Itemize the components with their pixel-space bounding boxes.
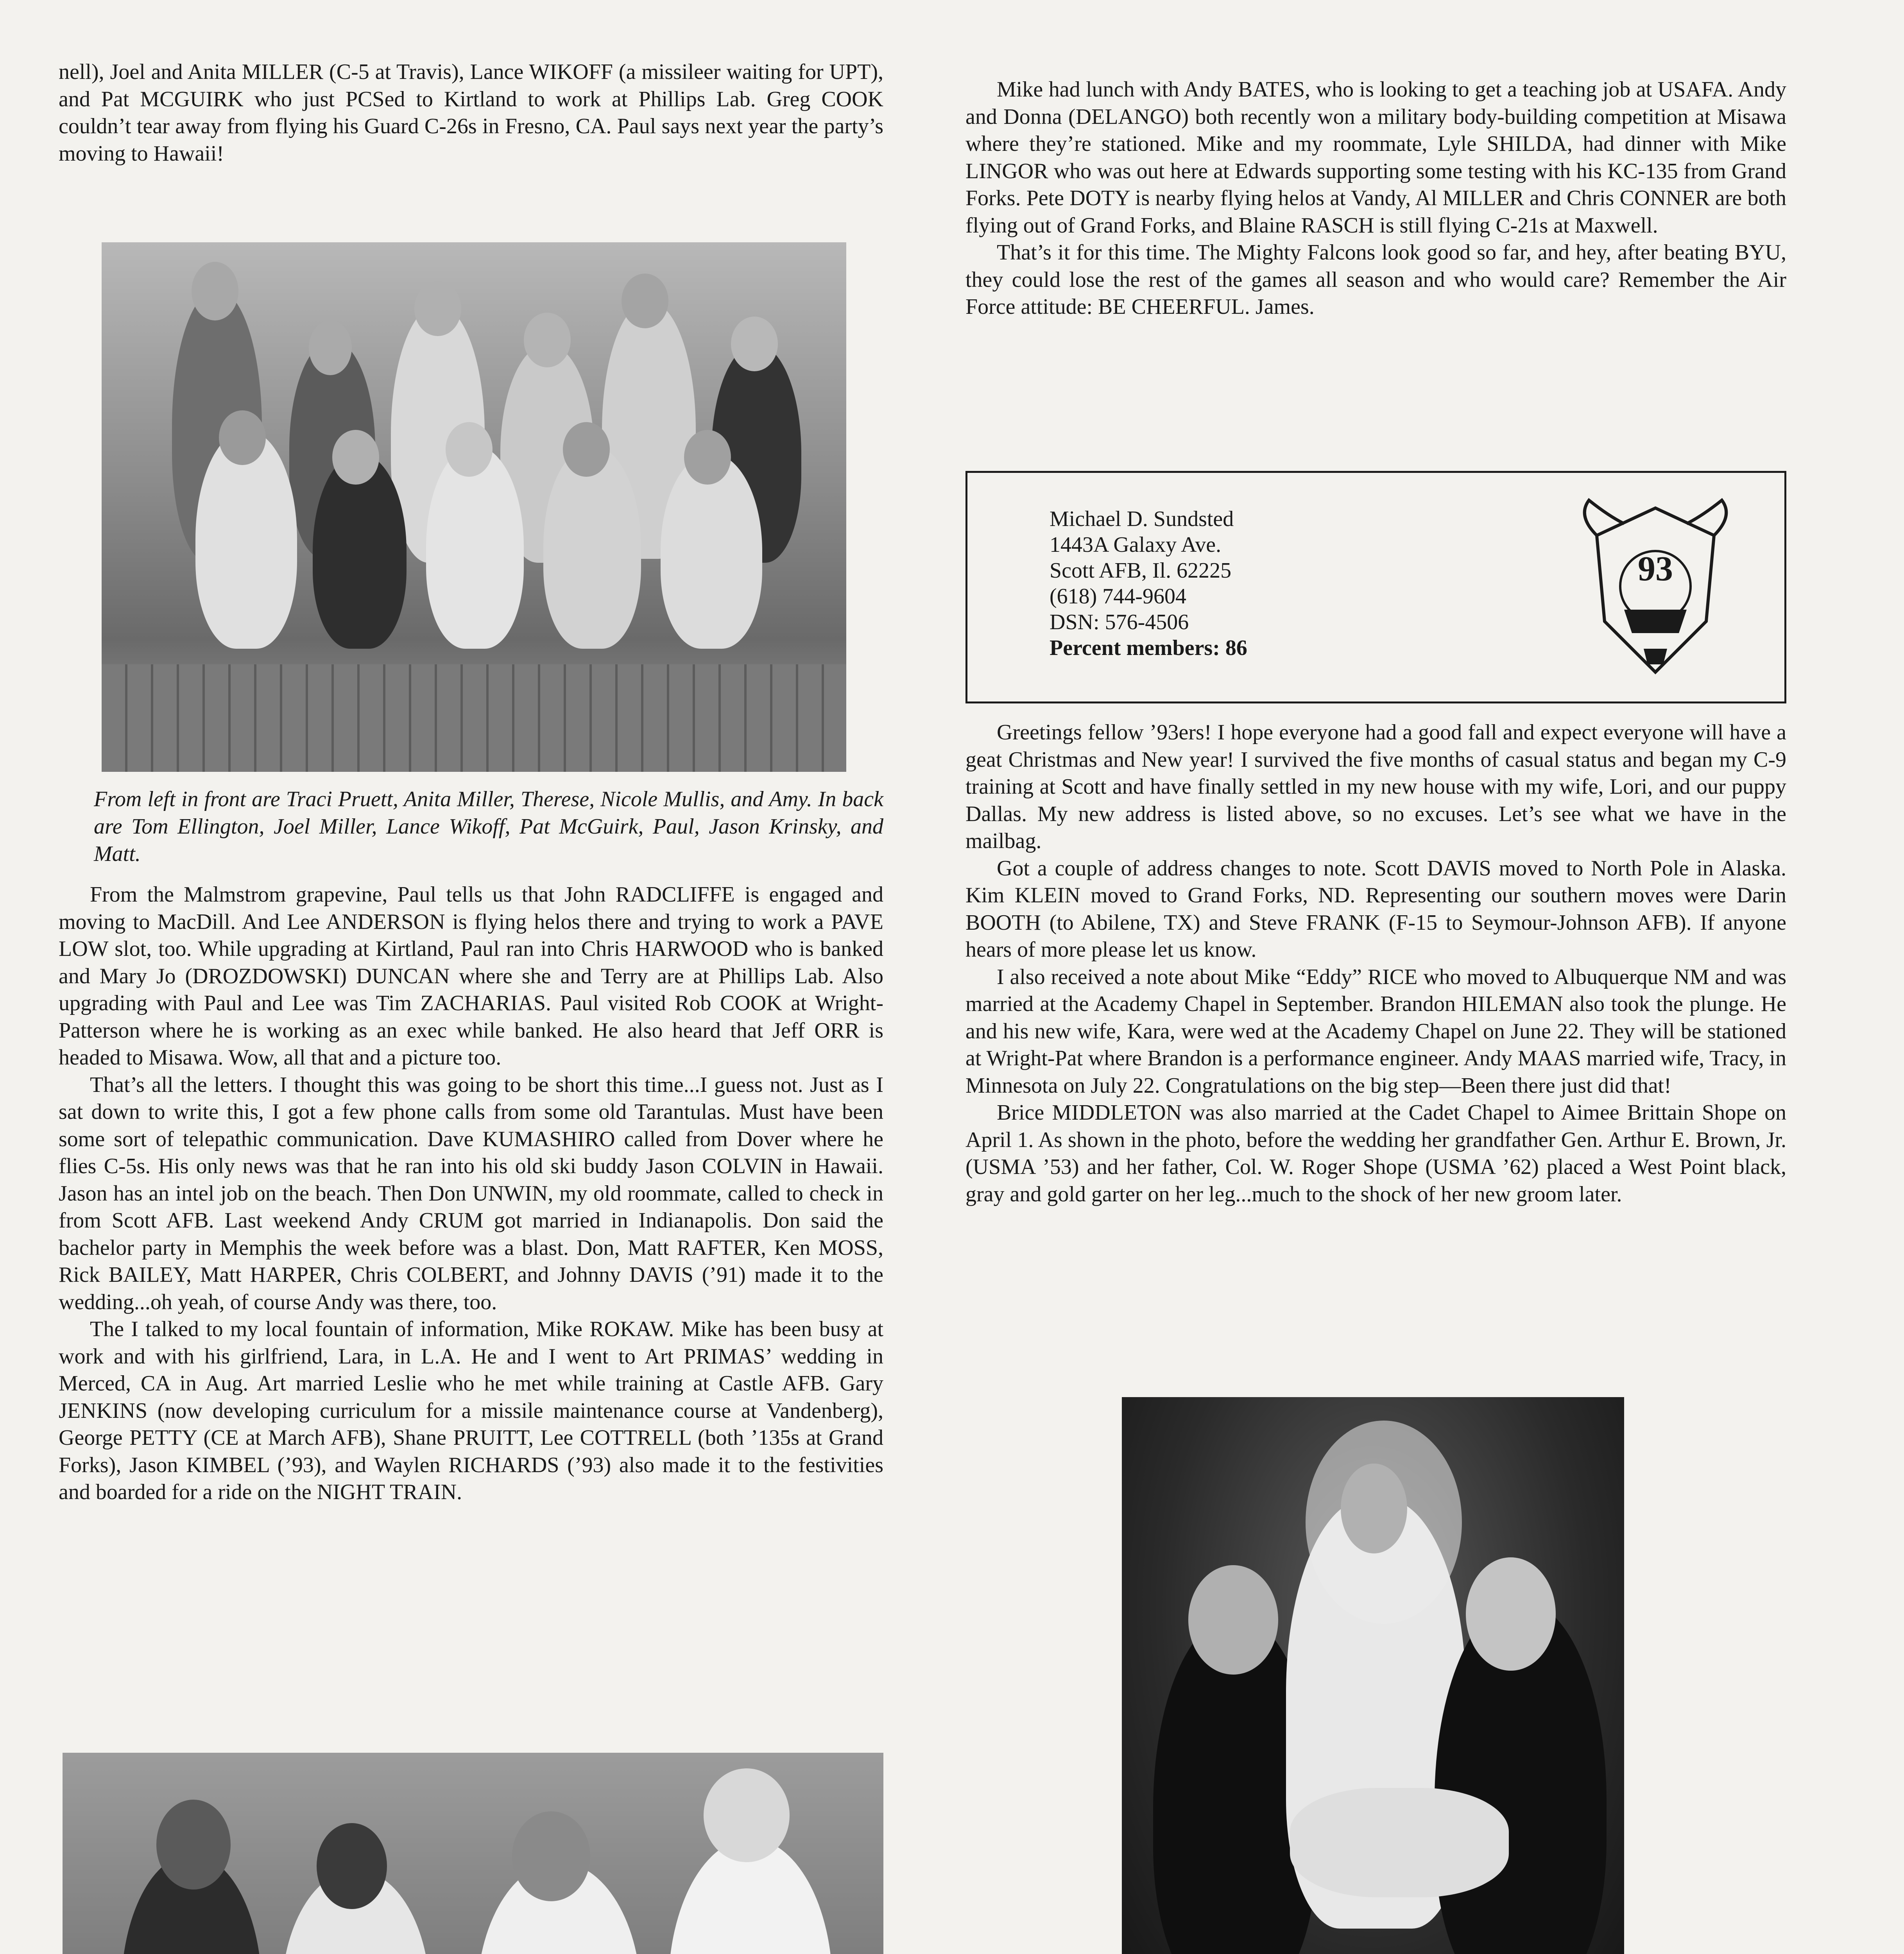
- article-paragraph: From the Malmstrom grapevine, Paul tells us that John RADCLIFFE is engaged and moving to MacDill. And Lee ANDERSON is flying helos there and trying to work a PAVE LOW slot, too. While upgrading at Kirtland, Paul ran into Chris HARWOOD who is banked and Mary Jo (DROZDOWSKI) DUNCAN where she and Terry are at Phillips Lab. Also upgrading with Paul and Lee was Tim ZACHARIAS. Paul visited Rob COOK at Wright-Patterson where he is working as an exec while banked. He also heard that Jeff ORR is headed to Misawa. Wow, all that and a picture too.: [59, 882, 883, 1070]
- article-paragraph: Brice MIDDLETON was also married at the Cadet Chapel to Aimee Brittain Shope on April 1. As shown in the photo, before the wedding her grandfather Gen. Arthur E. Brown, Jr. (USMA ’53) and her father, Col. W. Roger Shope (USMA ’62) placed a West Point black, gray and gold garter on her leg...much to the shock of her new groom later.: [965, 1100, 1786, 1206]
- left-column: [59, 59, 883, 167]
- left-column-middle: [59, 881, 883, 1506]
- article-paragraph: The I talked to my local fountain of information, Mike ROKAW. Mike has been busy at work and with his girlfriend, Lara, in L.A. He and I went to Art PRIMAS’ wedding in Merced, CA in Aug. Art married Leslie who he met while training at Castle AFB. Gary JENKINS (now developing curriculum for a missile maintenance course at Vandenberg), George PETTY (CE at March AFB), Shane PRUITT, Lee COTTRELL (both ’135s at Grand Forks), Jason KIMBEL (’93), and Waylen RICHARDS (’93) also made it to the festivities and boarded for a ride on the NIGHT TRAIN.: [59, 1317, 883, 1504]
- group-photo-dock: [102, 242, 846, 772]
- wedding-photo: [1122, 1397, 1624, 1954]
- right-column-top: [965, 76, 1786, 321]
- group-photo-wedding: [63, 1753, 883, 1954]
- article-paragraph: I also received a note about Mike “Eddy” RICE who moved to Albuquerque NM and was married at the Academy Chapel in September. Brandon HILEMAN also took the plunge. He and his new wife, Kara, were wed at the Academy Chapel on June 22. They will be stationed at Wright-Pat where Brandon is a performance engineer. Andy MAAS married wife, Tracy, in Minnesota on July 22. Congratulations on the big step—Been there just did that!: [965, 964, 1786, 1098]
- percent-members: Percent members: 86: [1050, 636, 1247, 660]
- photo-caption: From left in front are Traci Pruett, Anita Miller, Therese, Nicole Mullis, and Amy. In back are Tom Ellington, Joel Miller, Lance Wikoff, Pat McGuirk, Paul, Jason Krinsky, and Matt.: [94, 787, 883, 866]
- article-paragraph: Got a couple of address changes to note. Scott DAVIS moved to North Pole in Alaska. Kim KLEIN moved to Grand Forks, ND. Representing our southern moves were Darin BOOTH (to Abilene, TX) and Steve FRANK (F-15 to Seymour-Johnson AFB). If anyone hears of more please let us know.: [965, 856, 1786, 962]
- article-paragraph: nell), Joel and Anita MILLER (C-5 at Travis), Lance WIKOFF (a missileer waiting for UPT), and Pat MCGUIRK who just PCSed to Kirtland to work at Phillips Lab. Greg COOK couldn’t tear away from flying his Guard C-26s in Fresno, CA. Paul says next year the party’s moving to Hawaii!: [59, 60, 883, 166]
- dsn-number: DSN: 576-4506: [1050, 610, 1189, 634]
- correspondent-name: Michael D. Sundsted: [1050, 507, 1234, 531]
- class-crest-icon: [1565, 492, 1745, 688]
- correspondent-address-box: [965, 471, 1786, 703]
- phone-number: (618) 744-9604: [1050, 584, 1186, 608]
- svg-text:93: 93: [1638, 549, 1673, 588]
- article-paragraph: That’s all the letters. I thought this was going to be short this time...I guess not. Just as I sat down to write this, I got a few phone calls from some old Tarantulas. Must have been some sort of telepathic communication. Dave KUMASHIRO called from Dover where he flies C-5s. His only news was that he ran into his old ski buddy Jason COLVIN in Hawaii. Jason has an intel job on the beach. Then Don UNWIN, my old roommate, called to check in from Scott AFB. Last weekend Andy CRUM got married in Indianapolis. Don said the bachelor party in Memphis the week before was a blast. Don, Matt RAFTER, Ken MOSS, Rick BAILEY, Matt HARPER, Chris COLBERT, and Johnny DAVIS (’91) made it to the wedding...oh yeah, of course Andy was there, too.: [59, 1072, 883, 1314]
- address-street: 1443A Galaxy Ave.: [1050, 533, 1222, 557]
- right-column-middle: [965, 719, 1786, 1208]
- article-paragraph: Greetings fellow ’93ers! I hope everyone had a good fall and expect everyone will have a geat Christmas and New year! I survived the five months of casual status and began my C-9 training at Scott and have finally settled in my new house with my wife, Lori, and our puppy Dallas. My new address is listed above, so no excuses. Let’s see what we have in the mailbag.: [965, 720, 1786, 853]
- article-paragraph: That’s it for this time. The Mighty Falcons look good so far, and hey, after beating BYU, they could lose the rest of the games all season and who would care? Remember the Air Force attitude: BE CHEERFUL. James.: [965, 240, 1786, 319]
- article-paragraph: Mike had lunch with Andy BATES, who is looking to get a teaching job at USAFA. Andy and Donna (DELANGO) both recently won a military body-building competition at Misawa where they’re stationed. Mike and my roommate, Lyle SHILDA, had dinner with Mike LINGOR who was out here at Edwards supporting some testing with his KC-135 from Grand Forks. Pete DOTY is nearby flying helos at Vandy, Al MILLER and Chris CONNER are both flying out of Grand Forks, and Blaine RASCH is still flying C-21s at Maxwell.: [965, 77, 1786, 238]
- address-city: Scott AFB, Il. 62225: [1050, 558, 1232, 583]
